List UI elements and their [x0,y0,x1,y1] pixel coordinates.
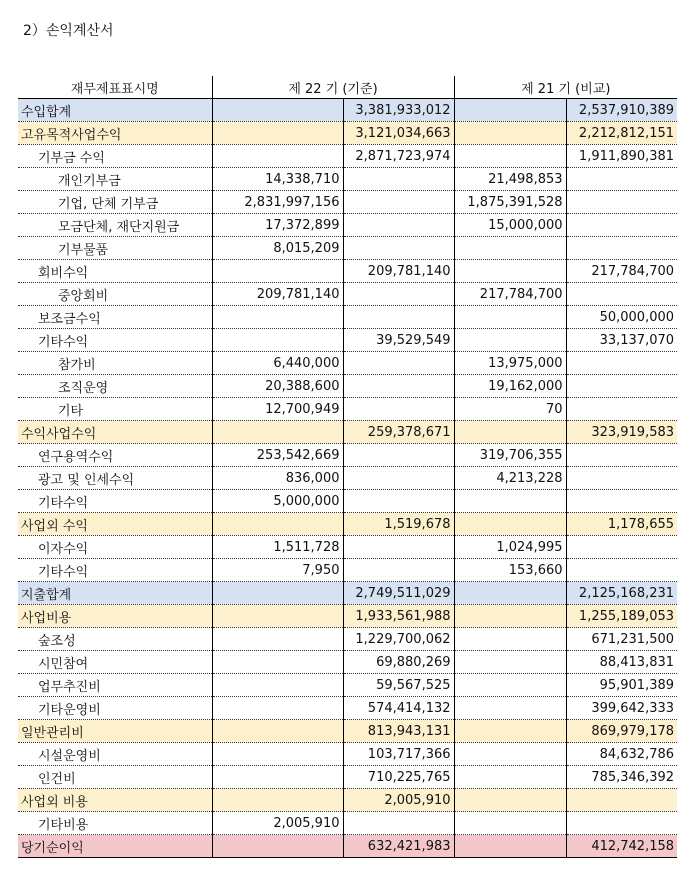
prior-total-cell [566,444,677,467]
prior-total-cell: 1,911,890,381 [566,145,677,168]
account-name-cell: 일반관리비 [18,720,212,743]
current-detail-cell [212,743,343,766]
account-name-cell: 기타수익 [18,329,212,352]
section-heading: 2）손익계산서 [23,23,114,39]
current-total-cell [343,168,454,191]
current-total-cell [343,283,454,306]
current-detail-cell [212,513,343,536]
current-total-cell: 39,529,549 [343,329,454,352]
prior-detail-cell [454,766,566,789]
current-detail-cell: 836,000 [212,467,343,490]
current-total-cell: 259,378,671 [343,421,454,444]
prior-total-cell: 671,231,500 [566,628,677,651]
current-detail-cell [212,835,343,858]
account-name-cell: 기타수익 [18,490,212,513]
prior-detail-cell: 21,498,853 [454,168,566,191]
prior-detail-cell [454,651,566,674]
prior-detail-cell: 217,784,700 [454,283,566,306]
account-name-cell: 기타운영비 [18,697,212,720]
prior-total-cell [566,191,677,214]
table-row [18,352,677,375]
account-name-cell: 참가비 [18,352,212,375]
account-name-cell: 사업비용 [18,605,212,628]
current-detail-cell: 20,388,600 [212,375,343,398]
current-total-cell [343,237,454,260]
current-detail-cell [212,329,343,352]
current-detail-cell [212,789,343,812]
account-name-cell: 기타비용 [18,812,212,835]
table-row [18,421,677,444]
prior-total-cell [566,237,677,260]
account-name-cell: 회비수익 [18,260,212,283]
account-name-cell: 업무추진비 [18,674,212,697]
income-statement-table [18,76,677,858]
account-name-cell: 모금단체, 재단지원금 [18,214,212,237]
account-name-cell: 연구용역수익 [18,444,212,467]
table-row [18,559,677,582]
account-name-cell: 수익사업수익 [18,421,212,444]
table-row [18,835,677,858]
prior-total-cell: 2,212,812,151 [566,122,677,145]
prior-total-cell: 2,125,168,231 [566,582,677,605]
current-detail-cell [212,605,343,628]
table-row [18,490,677,513]
prior-detail-cell: 1,875,391,528 [454,191,566,214]
prior-total-cell [566,789,677,812]
current-detail-cell [212,628,343,651]
prior-total-cell [566,467,677,490]
current-total-cell [343,191,454,214]
account-name-cell: 지출합계 [18,582,212,605]
prior-total-cell: 1,178,655 [566,513,677,536]
prior-total-cell [566,812,677,835]
prior-detail-cell [454,237,566,260]
current-total-cell: 209,781,140 [343,260,454,283]
current-total-cell [343,352,454,375]
account-name-cell: 기타수익 [18,559,212,582]
prior-total-cell: 95,901,389 [566,674,677,697]
prior-total-cell: 217,784,700 [566,260,677,283]
current-detail-cell [212,260,343,283]
table-row [18,99,677,122]
prior-detail-cell [454,490,566,513]
account-name-cell: 조직운영 [18,375,212,398]
account-name-cell: 고유목적사업수익 [18,122,212,145]
table-row [18,375,677,398]
current-detail-cell [212,145,343,168]
account-name-cell: 기타 [18,398,212,421]
current-total-cell: 574,414,132 [343,697,454,720]
table-row [18,628,677,651]
current-detail-cell [212,674,343,697]
prior-detail-cell: 319,706,355 [454,444,566,467]
current-total-cell [343,214,454,237]
prior-detail-cell [454,306,566,329]
current-detail-cell [212,306,343,329]
current-detail-cell [212,697,343,720]
prior-detail-cell [454,628,566,651]
current-detail-cell: 2,831,997,156 [212,191,343,214]
table-row [18,697,677,720]
table-row [18,122,677,145]
prior-total-cell: 1,255,189,053 [566,605,677,628]
table-row [18,605,677,628]
account-name-cell: 광고 및 인세수익 [18,467,212,490]
prior-detail-cell [454,697,566,720]
current-total-cell: 1,933,561,988 [343,605,454,628]
current-detail-cell [212,720,343,743]
prior-total-cell: 88,413,831 [566,651,677,674]
current-total-cell [343,306,454,329]
prior-detail-cell: 153,660 [454,559,566,582]
current-total-cell: 59,567,525 [343,674,454,697]
prior-detail-cell: 13,975,000 [454,352,566,375]
current-detail-cell: 2,005,910 [212,812,343,835]
current-total-cell: 3,121,034,663 [343,122,454,145]
table-row [18,398,677,421]
prior-detail-cell [454,122,566,145]
prior-detail-cell [454,789,566,812]
prior-total-cell [566,283,677,306]
prior-total-cell [566,490,677,513]
prior-total-cell [566,398,677,421]
account-name-cell: 시민참여 [18,651,212,674]
current-total-cell: 813,943,131 [343,720,454,743]
prior-detail-cell: 19,162,000 [454,375,566,398]
account-name-cell: 인건비 [18,766,212,789]
current-detail-cell: 6,440,000 [212,352,343,375]
prior-total-cell: 33,137,070 [566,329,677,352]
table-row [18,536,677,559]
table-row [18,283,677,306]
table-row [18,513,677,536]
account-name-cell: 이자수익 [18,536,212,559]
table-row [18,766,677,789]
current-total-cell: 632,421,983 [343,835,454,858]
current-total-cell: 1,229,700,062 [343,628,454,651]
table-row [18,467,677,490]
current-total-cell: 1,519,678 [343,513,454,536]
current-detail-cell: 253,542,669 [212,444,343,467]
prior-total-cell: 399,642,333 [566,697,677,720]
prior-total-cell [566,352,677,375]
current-detail-cell [212,651,343,674]
current-total-cell: 2,005,910 [343,789,454,812]
prior-detail-cell [454,145,566,168]
header-prior-period: 제 21 기 (비교) [454,76,677,99]
account-name-cell: 수입합계 [18,99,212,122]
prior-detail-cell: 4,213,228 [454,467,566,490]
prior-total-cell: 869,979,178 [566,720,677,743]
prior-total-cell: 412,742,158 [566,835,677,858]
account-name-cell: 기업, 단체 기부금 [18,191,212,214]
current-total-cell [343,812,454,835]
current-detail-cell: 5,000,000 [212,490,343,513]
prior-detail-cell [454,513,566,536]
current-total-cell: 69,880,269 [343,651,454,674]
table-row [18,651,677,674]
current-detail-cell: 7,950 [212,559,343,582]
prior-total-cell: 2,537,910,389 [566,99,677,122]
prior-total-cell: 323,919,583 [566,421,677,444]
table-row [18,306,677,329]
account-name-cell: 당기순이익 [18,835,212,858]
current-detail-cell [212,582,343,605]
header-account-name: 재무제표표시명 [18,76,212,99]
current-total-cell [343,559,454,582]
current-detail-cell: 12,700,949 [212,398,343,421]
account-name-cell: 보조금수익 [18,306,212,329]
prior-total-cell: 785,346,392 [566,766,677,789]
header-current-period: 제 22 기 (기준) [212,76,454,99]
table-body [18,99,677,858]
table-row [18,720,677,743]
prior-detail-cell: 15,000,000 [454,214,566,237]
current-detail-cell: 14,338,710 [212,168,343,191]
current-total-cell: 103,717,366 [343,743,454,766]
prior-detail-cell [454,260,566,283]
prior-total-cell: 50,000,000 [566,306,677,329]
prior-total-cell [566,559,677,582]
current-detail-cell [212,99,343,122]
current-detail-cell: 209,781,140 [212,283,343,306]
table-header-row [18,76,677,99]
table-row [18,168,677,191]
current-detail-cell [212,421,343,444]
current-total-cell [343,490,454,513]
current-total-cell: 2,749,511,029 [343,582,454,605]
prior-detail-cell [454,674,566,697]
table-row [18,674,677,697]
current-detail-cell [212,766,343,789]
prior-detail-cell: 70 [454,398,566,421]
current-total-cell: 3,381,933,012 [343,99,454,122]
table-row [18,582,677,605]
table-row [18,237,677,260]
current-total-cell: 2,871,723,974 [343,145,454,168]
prior-detail-cell [454,99,566,122]
prior-detail-cell: 1,024,995 [454,536,566,559]
account-name-cell: 기부물품 [18,237,212,260]
current-detail-cell: 17,372,899 [212,214,343,237]
current-total-cell [343,467,454,490]
table-row [18,214,677,237]
table-row [18,743,677,766]
account-name-cell: 기부금 수익 [18,145,212,168]
prior-detail-cell [454,720,566,743]
account-name-cell: 사업외 수익 [18,513,212,536]
prior-detail-cell [454,605,566,628]
table-row [18,789,677,812]
current-detail-cell [212,122,343,145]
current-detail-cell: 8,015,209 [212,237,343,260]
table-row [18,444,677,467]
current-total-cell: 710,225,765 [343,766,454,789]
account-name-cell: 개인기부금 [18,168,212,191]
current-total-cell [343,398,454,421]
prior-detail-cell [454,329,566,352]
prior-total-cell [566,168,677,191]
prior-detail-cell [454,743,566,766]
table-row [18,260,677,283]
current-detail-cell: 1,511,728 [212,536,343,559]
prior-detail-cell [454,835,566,858]
table-row [18,329,677,352]
current-total-cell [343,444,454,467]
prior-detail-cell [454,812,566,835]
table-row [18,191,677,214]
prior-total-cell [566,214,677,237]
prior-total-cell [566,536,677,559]
table-row [18,145,677,168]
prior-detail-cell [454,421,566,444]
account-name-cell: 중앙회비 [18,283,212,306]
prior-detail-cell [454,582,566,605]
account-name-cell: 숲조성 [18,628,212,651]
current-total-cell [343,375,454,398]
account-name-cell: 시설운영비 [18,743,212,766]
table-row [18,812,677,835]
account-name-cell: 사업외 비용 [18,789,212,812]
current-total-cell [343,536,454,559]
prior-total-cell: 84,632,786 [566,743,677,766]
prior-total-cell [566,375,677,398]
